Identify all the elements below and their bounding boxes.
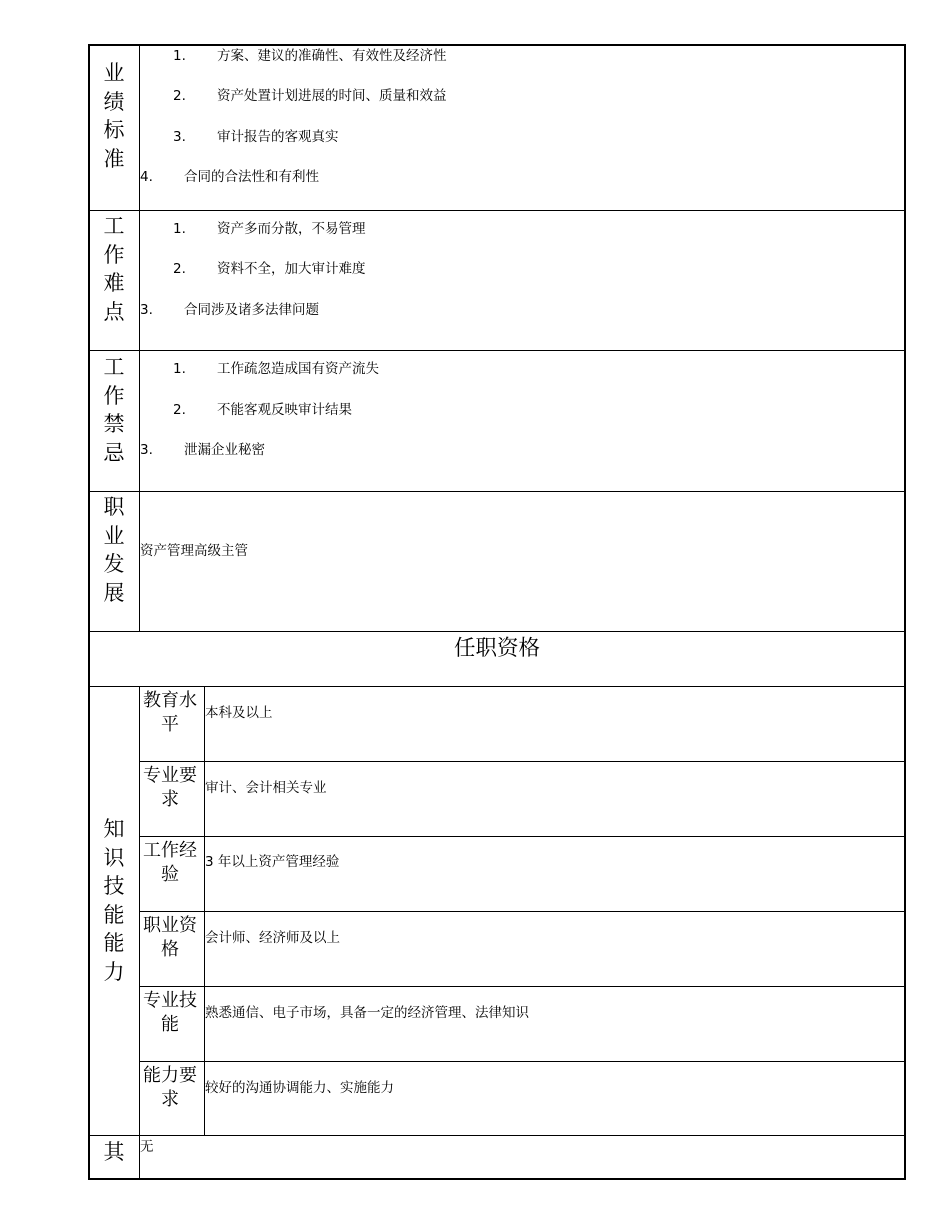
experience-value: 3 年以上资产管理经验: [205, 854, 340, 870]
career-label: [88, 493, 140, 607]
professional-skills-value: 熟悉通信、电子市场，具备一定的经济管理、法律知识: [205, 1005, 529, 1021]
ability-value: 较好的沟通协调能力、实施能力: [205, 1080, 394, 1096]
row-divider: [88, 491, 906, 492]
ability-label: 能力要求: [143, 1065, 197, 1110]
experience-label: 工作经验: [143, 840, 197, 885]
row-divider: [88, 631, 906, 632]
sublabel-column-divider: [204, 686, 205, 1136]
vertical-label-text: 业 绩 标 准: [103, 61, 125, 171]
major-label: 专业要求: [143, 765, 197, 810]
list-item: 1. 方案、建议的准确性、有效性及经济性: [173, 48, 447, 64]
list-item: 2. 不能客观反映审计结果: [173, 402, 352, 418]
education-label: 教育水平: [143, 690, 197, 735]
list-item: 4. 合同的合法性和有利性: [140, 169, 319, 185]
list-item: 1. 资产多而分散，不易管理: [173, 221, 366, 237]
difficulties-label: [88, 212, 140, 326]
list-item: 1. 工作疏忽造成国有资产流失: [173, 361, 379, 377]
list-item: 2. 资产处置计划进展的时间、质量和效益: [173, 88, 447, 104]
sub-row-divider: [140, 761, 906, 762]
row-divider: [88, 350, 906, 351]
vertical-label-text: 知 识 技 能 能 力: [103, 817, 125, 984]
sub-row-divider: [140, 911, 906, 912]
other-label: 其: [103, 1140, 125, 1164]
qualifications-title: 任职资格: [453, 636, 540, 661]
row-divider: [88, 210, 906, 211]
education-value: 本科及以上: [205, 705, 273, 721]
vertical-label-text: 工 作 禁 忌: [103, 355, 125, 465]
sub-row-divider: [140, 1061, 906, 1062]
major-value: 审计、会计相关专业: [205, 780, 327, 796]
career-value: 资产管理高级主管: [140, 543, 248, 559]
list-item: 2. 资料不全，加大审计难度: [173, 261, 366, 277]
row-divider: [88, 686, 906, 687]
list-item: 3. 合同涉及诸多法律问题: [140, 302, 319, 318]
taboos-label: [88, 353, 140, 467]
certification-label: 职业资格: [143, 915, 197, 960]
list-item: 3. 审计报告的客观真实: [173, 129, 339, 145]
sub-row-divider: [140, 836, 906, 837]
other-value: 无: [140, 1139, 154, 1155]
vertical-label-text: 工 作 难 点: [103, 214, 125, 324]
list-item: 3. 泄漏企业秘密: [140, 442, 265, 458]
row-divider: [88, 1135, 906, 1136]
sub-row-divider: [140, 986, 906, 987]
certification-value: 会计师、经济师及以上: [205, 930, 340, 946]
knowledge-skills-label: [88, 815, 140, 986]
vertical-label-text: 职 业 发 展: [103, 495, 125, 605]
professional-skills-label: 专业技能: [143, 990, 197, 1035]
performance-label: [88, 59, 140, 173]
